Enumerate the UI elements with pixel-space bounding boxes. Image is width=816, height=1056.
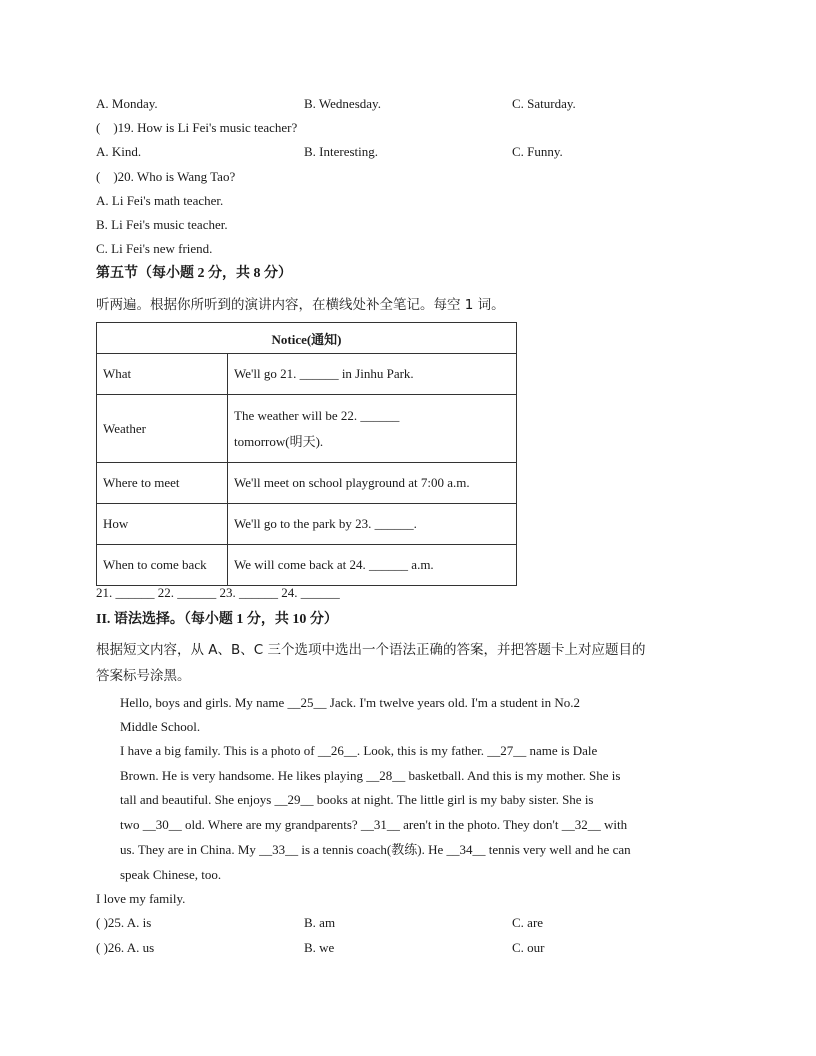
table-row	[97, 463, 517, 504]
section5-heading: 第五节（每小题 2 分，共 8 分）	[96, 266, 292, 281]
q20-option-c: C. Li Fei's new friend.	[96, 241, 213, 256]
table-row	[97, 504, 517, 545]
row-label: Weather	[97, 395, 228, 463]
q19-option-a: A. Kind.	[96, 144, 142, 159]
table-title: Notice(通知)	[97, 323, 517, 354]
row-content: We'll go to the park by 23. ______.	[228, 504, 517, 545]
q20-option-a: A. Li Fei's math teacher.	[96, 193, 224, 208]
section5-instruction: 听两遍。根据你所听到的演讲内容，在横线处补全笔记。每空 1 词。	[96, 297, 505, 313]
row-label: When to come back	[97, 545, 228, 586]
q25-stem: ( )25. A. is	[96, 915, 152, 930]
row-content-weather	[228, 395, 517, 463]
notice-table	[96, 322, 517, 586]
answer-blanks-line: 21. ______ 22. ______ 23. ______ 24. ______	[96, 585, 340, 600]
passage-line: Brown. He is very handsome. He likes playing __28__ basketball. And this is my mother. She is	[120, 768, 621, 783]
passage-line: speak Chinese, too.	[120, 867, 222, 882]
section2-heading: II. 语法选择。（每小题 1 分，共 10 分）	[96, 612, 338, 627]
q20-option-b: B. Li Fei's music teacher.	[96, 217, 228, 232]
q18-option-c: C. Saturday.	[512, 96, 576, 111]
q25-option-b: B. am	[304, 915, 336, 930]
row-content-continued: tomorrow(明天).	[234, 433, 324, 449]
passage-line: two __30__ old. Where are my grandparents? __31__ aren't in the photo. They don't __32__ with	[120, 817, 628, 832]
passage-line: us. They are in China. My __33__ is a tennis coach(教练). He __34__ tennis very well and he can	[120, 842, 631, 857]
q20-stem: ( )20. Who is Wang Tao?	[96, 169, 236, 184]
q18-option-b: B. Wednesday.	[304, 96, 381, 111]
section2-instruction: 根据短文内容，从 A、B、C 三个选项中选出一个语法正确的答案，并把答题卡上对应题目的	[96, 642, 646, 658]
passage-line: Middle School.	[120, 719, 201, 734]
table-row	[97, 545, 517, 586]
table-row	[97, 395, 517, 463]
q19-option-b: B. Interesting.	[304, 144, 379, 159]
q26-option-b: B. we	[304, 940, 335, 955]
row-label: Where to meet	[97, 463, 228, 504]
table-header-row	[97, 323, 517, 354]
q26-stem: ( )26. A. us	[96, 940, 155, 955]
row-content: We'll meet on school playground at 7:00 a.m.	[228, 463, 517, 504]
passage-line: I have a big family. This is a photo of __26__. Look, this is my father. __27__ name is Dale	[120, 743, 598, 758]
table-row	[97, 354, 517, 395]
row-label: How	[97, 504, 228, 545]
passage-line: Hello, boys and girls. My name __25__ Jack. I'm twelve years old. I'm a student in No.2	[120, 695, 580, 710]
row-content: The weather will be 22. ______	[234, 407, 400, 423]
q26-option-c: C. our	[512, 940, 545, 955]
passage-closing: I love my family.	[96, 891, 186, 906]
row-content: We will come back at 24. ______ a.m.	[228, 545, 517, 586]
q19-stem: ( )19. How is Li Fei's music teacher?	[96, 120, 298, 135]
q25-option-c: C. are	[512, 915, 544, 930]
passage-line: tall and beautiful. She enjoys __29__ books at night. The little girl is my baby sister. She is	[120, 792, 594, 807]
q18-option-a: A. Monday.	[96, 96, 158, 111]
q19-option-c: C. Funny.	[512, 144, 563, 159]
section2-instruction-continued: 答案标号涂黑。	[96, 668, 191, 684]
row-content: We'll go 21. ______ in Jinhu Park.	[228, 354, 517, 395]
row-label: What	[97, 354, 228, 395]
